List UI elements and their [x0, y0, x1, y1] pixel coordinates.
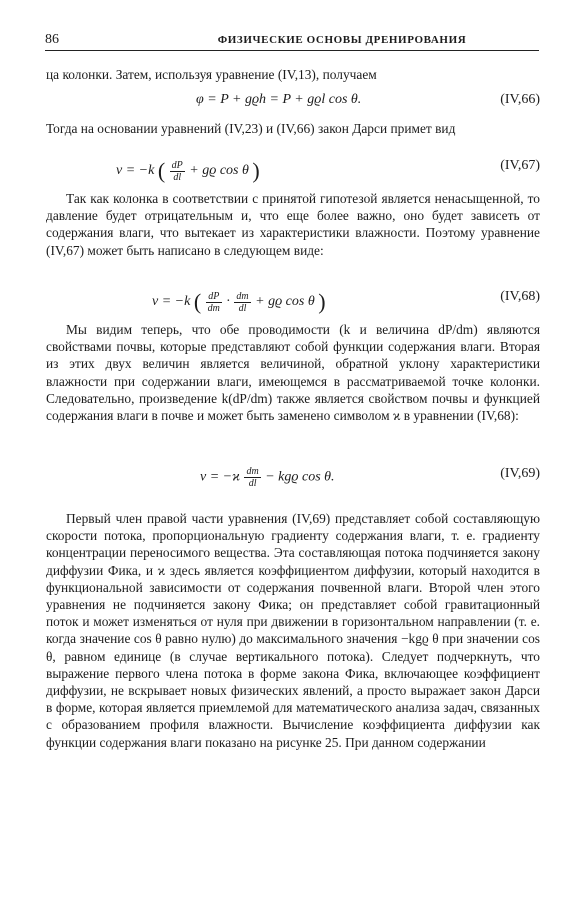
fraction-dp-dm [206, 291, 222, 314]
paragraph-5: Первый член правой части уравнения (IV,69) представляет собой составляющую скорости потока, пропорциональную градиенту содержания влаги, т. е. градиенту концентрации переносимого вещества. Эта составляющая потока подчиняется закону диффузии Фика, и ϰ здесь является коэффициентом диффузии, который находится в функциональной зависимости от содержания почвенной влаги. Второй член этого уравнения не подчиняется закону Фика; он представляет собой гравитационный поток и может изменяться от нуля при движении в горизонтальном направлении (т. е. когда значение cos θ равно нулю) до максимального значения −kgϱ θ при значении cos θ, равном единице (в случае вертикального потока). Следует подчеркнуть, что выражение первого члена потока в форме закона Фика, включающее коэффициент диффузии, не вскрывает новых физических явлений, а просто выражает закон Дарси в форме, которая является приемлемой для математического анализа задач, связанных с образованием профиля влажности. Вычисление коэффициента диффузии как функции содержания влаги показано на рисунке 25. При данном содержании [46, 511, 540, 750]
fraction-numerator: dm [246, 466, 259, 477]
fraction-denominator: dl [238, 302, 247, 314]
equation-iv-69-body [200, 466, 335, 489]
fraction-denominator: dm [207, 302, 220, 314]
left-paren: ( [157, 158, 166, 183]
equation-iv-66 [46, 88, 540, 114]
fraction-dp-dl [170, 160, 185, 183]
equation-iv-68-lhs: v = −k [152, 294, 191, 310]
equation-iv-69-number: (IV,69) [500, 466, 540, 481]
equation-iv-69-tail: − kgϱ cos θ. [265, 469, 335, 485]
fraction-denominator: dl [173, 171, 182, 183]
fraction-dm-dl [244, 466, 260, 489]
multiplication-dot: · [226, 294, 230, 310]
equation-iv-68-number: (IV,68) [500, 289, 540, 304]
fraction-numerator: dP [206, 291, 222, 303]
equation-iv-67-lhs: v = −k [116, 163, 155, 179]
fraction-dm-dl [234, 291, 250, 314]
page-number: 86 [45, 32, 59, 47]
fraction-numerator: dm [236, 290, 249, 302]
paragraph-1: ца колонки. Затем, используя уравнение (IV,13), получаем [46, 67, 377, 82]
equation-iv-68 [46, 285, 540, 314]
right-paren: ) [252, 158, 260, 183]
equation-iv-67-number: (IV,67) [500, 158, 540, 173]
running-title: ФИЗИЧЕСКИЕ ОСНОВЫ ДРЕНИРОВАНИЯ [217, 34, 467, 46]
left-paren: ( [193, 289, 202, 314]
paragraph-4: Мы видим теперь, что обе проводимости (k и величина dP/dm) являются свойствами почвы, которые представляют собой функции содержания влаги. Вторая из этих двух величин является величиной, обратной уклону характеристики влажности при содержании влаги, имеющемся в рассматриваемой точке колонки. Следовательно, произведение k(dP/dm) также является свойством почвы и функцией содержания влаги в почве и может быть заменено символом ϰ в уравнении (IV,68): [46, 322, 540, 424]
equation-iv-66-number: (IV,66) [500, 92, 540, 107]
equation-iv-68-tail: + gϱ cos θ [255, 294, 315, 310]
equation-iv-66-body: φ = P + gϱh = P + gϱl cos θ. [196, 92, 362, 107]
paragraph-3: Так как колонка в соответствии с принятой гипотезой является ненасыщенной, то давление будет отрицательным и, что еще более важно, оно будет зависеть от содержания влаги, что вытекает из характеристики влажности. Поэтому уравнение (IV,67) может быть написано в следующем виде: [46, 191, 540, 258]
fraction-numerator: dP [171, 159, 183, 171]
equation-iv-69 [46, 462, 540, 488]
paragraph-2: Тогда на основании уравнений (IV,23) и (IV,66) закон Дарси примет вид [46, 121, 456, 136]
equation-iv-68-body [152, 289, 326, 315]
equation-iv-67 [46, 154, 540, 183]
fraction-denominator: dl [248, 478, 257, 489]
right-paren: ) [318, 289, 326, 314]
equation-iv-69-lhs: v = −ϰ [200, 469, 240, 485]
page-header [45, 30, 539, 51]
equation-iv-67-tail: + gϱ cos θ [189, 163, 249, 179]
equation-iv-67-body [116, 158, 260, 184]
